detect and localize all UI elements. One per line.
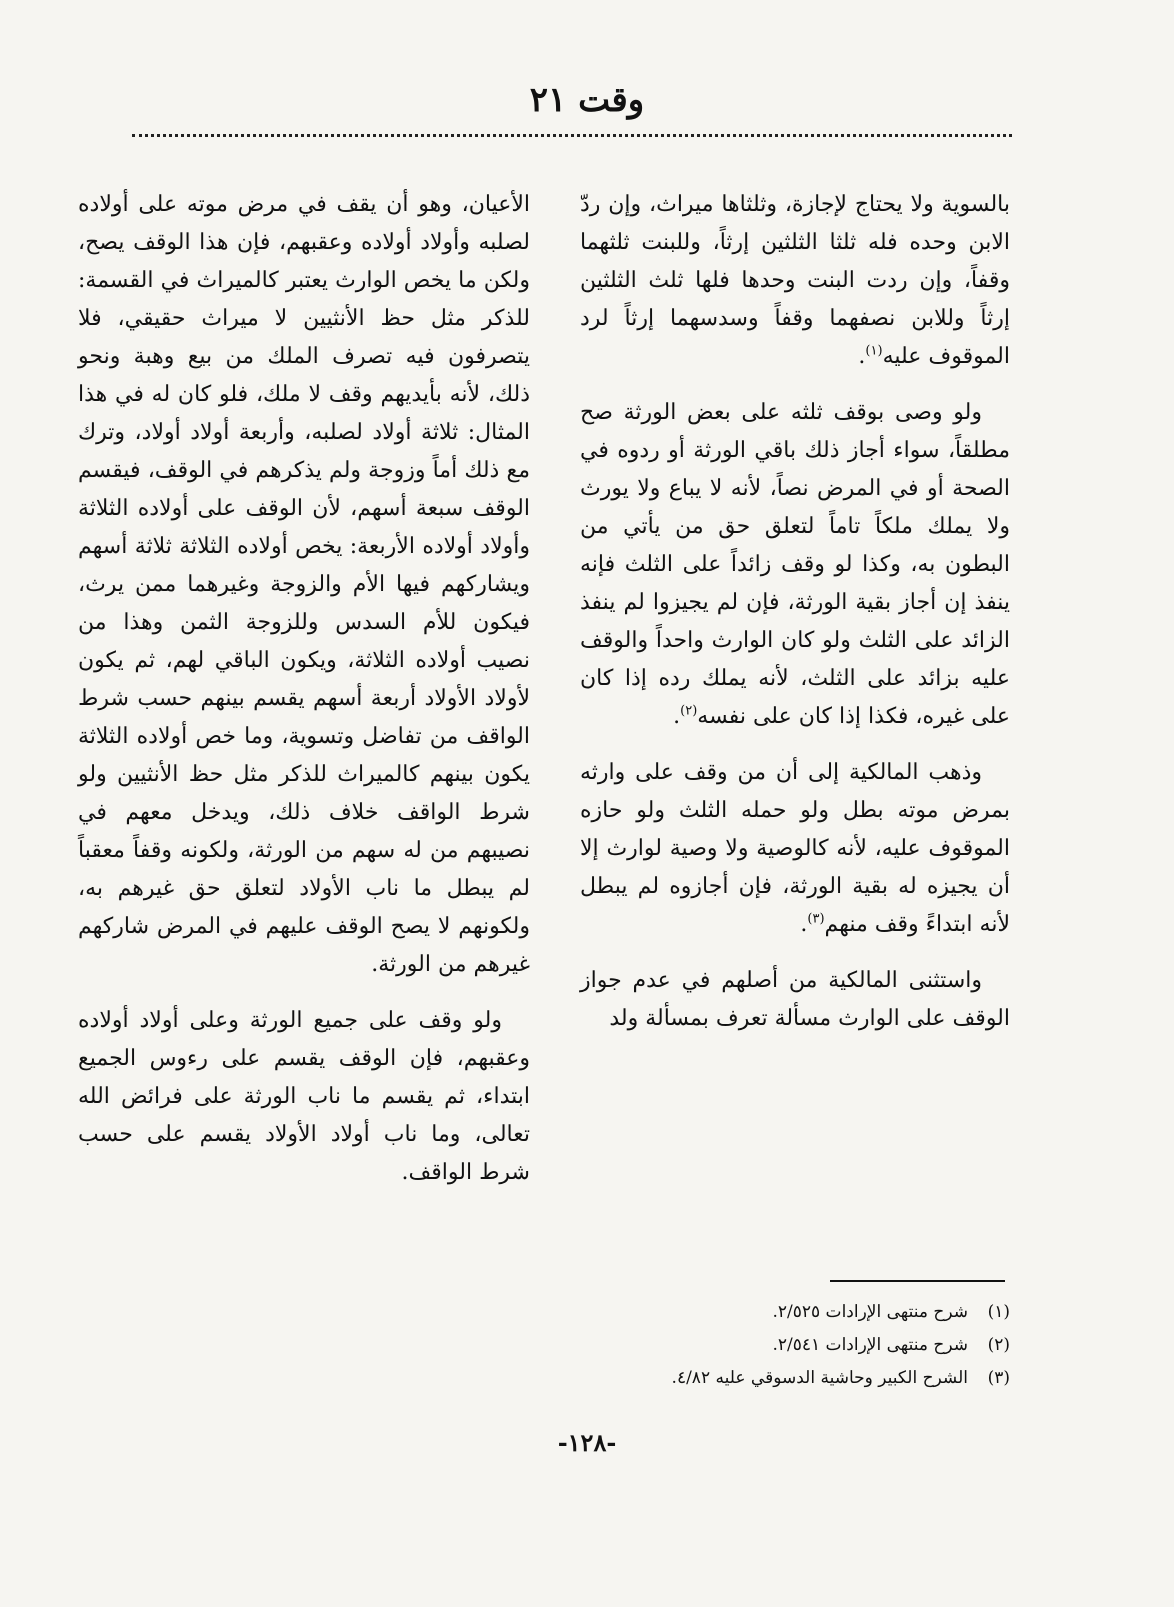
footnote-ref: (٣) <box>807 911 825 927</box>
running-header: وقت ٢١ <box>529 80 645 120</box>
footnote-text: الشرح الكبير وحاشية الدسوقي عليه ٤/٨٢. <box>671 1368 968 1388</box>
footnote-number: (٣) <box>987 1368 1010 1388</box>
footnote-ref: (١) <box>865 343 883 359</box>
paragraph <box>580 962 1010 1038</box>
paragraph: وذهب المالكية إلى أن من وقف على وارثه بمرض موته بطل ولو حمله الثلث ولو حازه الموقوف عليه، لأنه كالوصية ولا وصية لوارث إلا أن يجيزه له بقية الورثة، فإن أجازوه لم يبطل لأنه ابتداءً وقف منهم$^{(٣)}$. <box>580 760 1010 937</box>
footnote <box>580 1362 1010 1395</box>
paragraph-text: ولو وصى بوقف ثلثه على بعض الورثة صح مطلقاً، سواء أجاز ذلك باقي الورثة أو ردوه في الصحة أو في المرض نصاً، لأنه لا يباع ولا يورث ولا يملك ملكاً تاماً لتعلق حق من يأتي من البطون به، وكذا لو وقف زائداً على الثلث فإنه ينفذ إن أجاز بقية الورثة، فإن لم يجيزوا لم ينفذ الزائد على الثلث ولو كان الوارث واحداً والوقف عليه بزائد على الثلث، لأنه يملك رده إذا كان على غيره، فكذا إذا كان على نفسه <box>580 400 1010 729</box>
paragraph: الأعيان، وهو أن يقف في مرض موته على أولاده لصلبه وأولاد أولاده وعقبهم، فإن هذا الوقف يصح، ولكن ما يخص الوارث يعتبر كالميراث في القسمة: للذكر مثل حظ الأنثيين لا ميراث حقيقي، فلا يتصرفون فيه تصرف الملك من بيع وهبة ونحو ذلك، لأنه بأيديهم وقف لا ملك، فلو كان له في هذا المثال: ثلاثة أولاد لصلبه، وأربعة أولاد أولاد، وترك مع ذلك أماً وزوجة ولم يذكرهم في الوقف، فيقسم الوقف سبعة أسهم، لأن الوقف على أولاده الثلاثة وأولاد أولاده الأربعة: يخص أولاده الثلاثة ثلاثة أسهم ويشاركهم فيها الأم والزوجة وغيرهما ممن يرث، فيكون للأم السدس وللزوجة الثمن وهذا من نصيب أولاده الثلاثة، ويكون الباقي لهم، ثم يكون لأولاد الأولاد أربعة أسهم يقسم بينهم حسب شرط الواقف من تفاضل وتسوية، وما خص أولاده الثلاثة يكون بينهم كالميراث للذكر مثل حظ الأنثيين ولو شرط الواقف خلاف ذلك، ويدخل معهم في نصيبهم من له سهم من الورثة، ولكونه وقفاً معقباً لم يبطل ما ناب الأولاد لتعلق حق غيرهم به، ولكونهم لا يصح الوقف عليهم في المرض شاركهم غيرهم من الورثة. <box>78 192 530 977</box>
left-text-column <box>78 186 530 1210</box>
footnote-number: (٢) <box>987 1335 1010 1355</box>
paragraph-text: بالسوية ولا يحتاج لإجازة، وثلثاها ميراث، وإن ردّ الابن وحده فله ثلثا الثلثين إرثاً، وللبنت ثلثهما وقفاً، وإن ردت البنت وحدها فلها ثلث الثلثين إرثاً وللابن نصفهما وقفاً وسدسهما إرثاً لرد الموقوف عليه <box>580 192 1010 369</box>
footnote-ref: (٢) <box>680 703 698 719</box>
paragraph-text: وذهب المالكية إلى أن من وقف على وارثه بمرض موته بطل ولو حمله الثلث ولو حازه الموقوف عليه، لأنه كالوصية ولا وصية لوارث إلا أن يجيزه له بقية الورثة، فإن أجازوه لم يبطل لأنه ابتداءً وقف منهم <box>580 760 1010 937</box>
footnote-separator <box>830 1280 1005 1282</box>
footnotes <box>580 1296 1010 1395</box>
right-text-column <box>580 186 1010 1056</box>
footnote-text: شرح منتهى الإرادات ٢/٥٢٥. <box>772 1302 968 1322</box>
paragraph: ولو وقف على جميع الورثة وعلى أولاد أولاده وعقبهم، فإن الوقف يقسم على رءوس الجميع ابتداء، ثم يقسم ما ناب الورثة على فرائض الله تعالى، وما ناب أولاد الأولاد يقسم على حسب شرط الواقف. <box>78 1008 530 1185</box>
paragraph-text: واستثنى المالكية من أصلهم في عدم جواز الوقف على الوارث مسألة تعرف بمسألة ولد <box>580 968 1010 1031</box>
paragraph: ولو وصى بوقف ثلثه على بعض الورثة صح مطلقاً، سواء أجاز ذلك باقي الورثة أو ردوه في الصحة أو في المرض نصاً، لأنه لا يباع ولا يورث ولا يملك ملكاً تاماً لتعلق حق من يأتي من البطون به، وكذا لو وقف زائداً على الثلث فإنه ينفذ إن أجاز بقية الورثة، فإن لم يجيزوا لم ينفذ الزائد على الثلث ولو كان الوارث واحداً والوقف عليه بزائد على الثلث، لأنه يملك رده إذا كان على غيره، فكذا إذا كان على نفسه$^{(٢)}$. <box>580 400 1010 729</box>
page-number: -١٢٨- <box>557 1428 617 1457</box>
footnote-number: (١) <box>987 1302 1010 1322</box>
footnote <box>580 1296 1010 1329</box>
header-dotted-rule <box>132 134 1012 137</box>
paragraph: بالسوية ولا يحتاج لإجازة، وثلثاها ميراث، وإن ردّ الابن وحده فله ثلثا الثلثين إرثاً، وللبنت ثلثهما وقفاً، وإن ردت البنت وحدها فلها ثلث الثلثين إرثاً وللابن نصفهما وقفاً وسدسهما إرثاً لرد الموقوف عليه$^{(١)}$. <box>580 192 1010 369</box>
footnote-text: شرح منتهى الإرادات ٢/٥٤١. <box>772 1335 968 1355</box>
footnote <box>580 1329 1010 1362</box>
